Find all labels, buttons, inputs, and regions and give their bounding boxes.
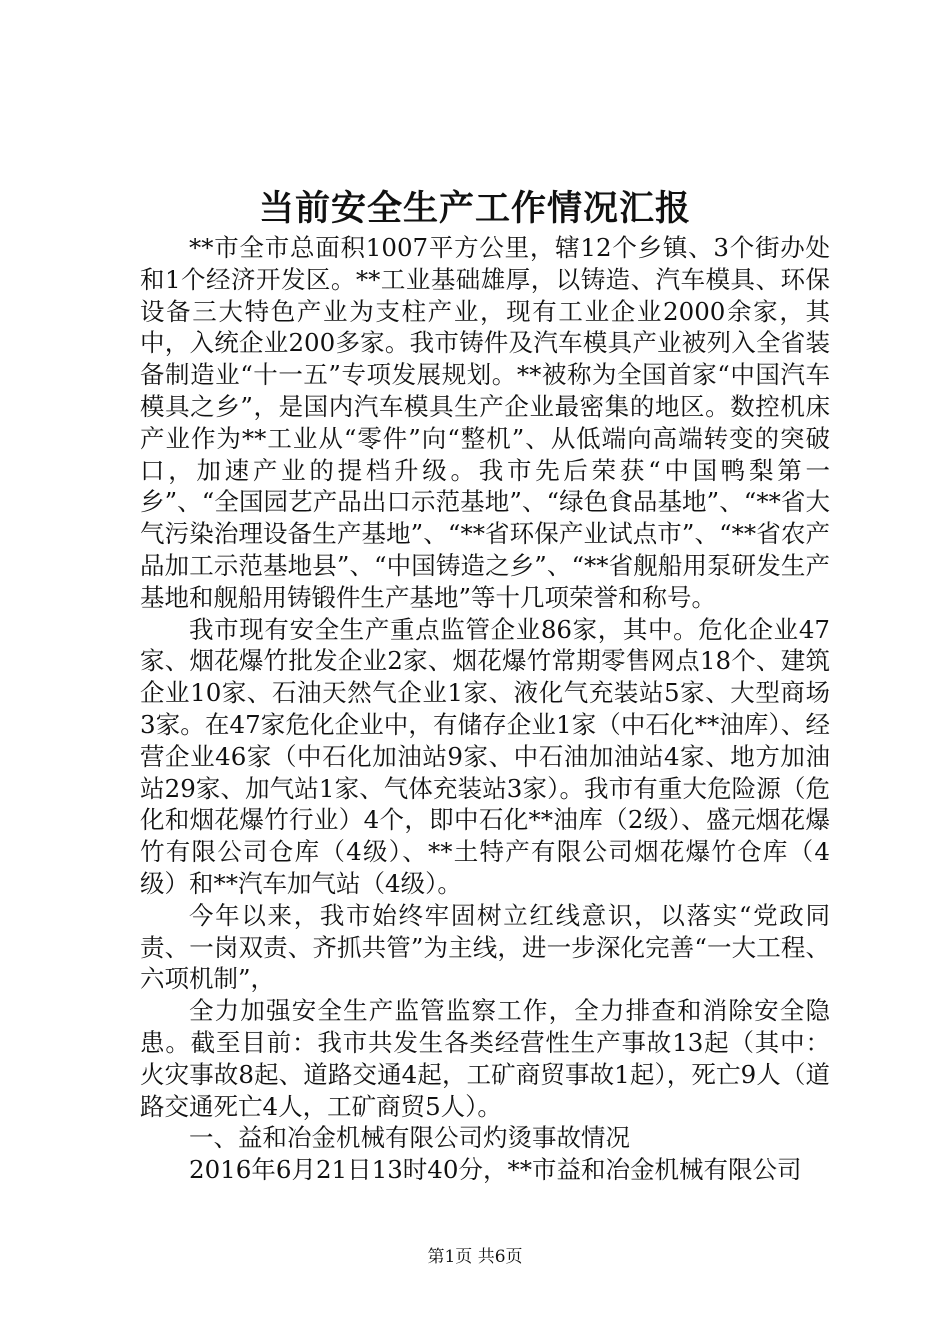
paragraph-work-mainline: 今年以来，我市始终牢固树立红线意识，以落实“党政同责、一岗双责、齐抓共管”为主线，进一步深化完善“一大工程、六项机制”，: [140, 900, 830, 994]
paragraph-accident-statistics: 全力加强安全生产监管监察工作，全力排查和消除安全隐患。截至目前：我市共发生各类经营性生产事故13起（其中：火灾事故8起、道路交通4起，工矿商贸事故1起），死亡9人（道路交通死亡4人，工矿商贸5人）。: [140, 996, 830, 1121]
document-body: [140, 232, 830, 1186]
page-number-footer: 第1页 共6页: [427, 1247, 523, 1267]
document-title: 当前安全生产工作情况汇报: [258, 188, 691, 229]
section-heading-burn-accident: 一、益和冶金机械有限公司灼烫事故情况: [189, 1123, 630, 1153]
paragraph-accident-detail: 2016年6月21日13时40分，**市益和冶金机械有限公司: [189, 1155, 802, 1185]
paragraph-supervised-enterprises: 我市现有安全生产重点监管企业86家，其中。危化企业47家、烟花爆竹批发企业2家、烟花爆竹常期零售网点18个、建筑企业10家、石油天然气企业1家、液化气充装站5家、大型商场3家。在47家危化企业中，有储存企业1家（中石化**油库）、经营企业46家（中石化加油站9家、中石油加油站4家、地方加油站29家、加气站1家、气体充装站3家）。我市有重大危险源（危化和烟花爆竹行业）4个，即中石化**油库（2级）、盛元烟花爆竹有限公司仓库（4级）、**土特产有限公司烟花爆竹仓库（4级）和**汽车加气站（4级）。: [140, 614, 830, 898]
paragraph-city-overview: **市全市总面积1007平方公里，辖12个乡镇、3个街办处和1个经济开发区。**工业基础雄厚，以铸造、汽车模具、环保设备三大特色产业为支柱产业，现有工业企业2000余家，其中，入统企业200多家。我市铸件及汽车模具产业被列入全省装备制造业“十一五”专项发展规划。**被称为全国首家“中国汽车模具之乡”，是国内汽车模具生产企业最密集的地区。数控机床产业作为**工业从“零件”向“整机”、从低端向高端转变的突破口，加速产业的提档升级。我市先后荣获“中国鸭梨第一乡”、“全国园艺产品出口示范基地”、“绿色食品基地”、“**省大气污染治理设备生产基地”、“**省环保产业试点市”、“**省农产品加工示范基地县”、“中国铸造之乡”、“**省舰船用泵研发生产基地和舰船用铸锻件生产基地”等十几项荣誉和称号。: [140, 233, 830, 612]
